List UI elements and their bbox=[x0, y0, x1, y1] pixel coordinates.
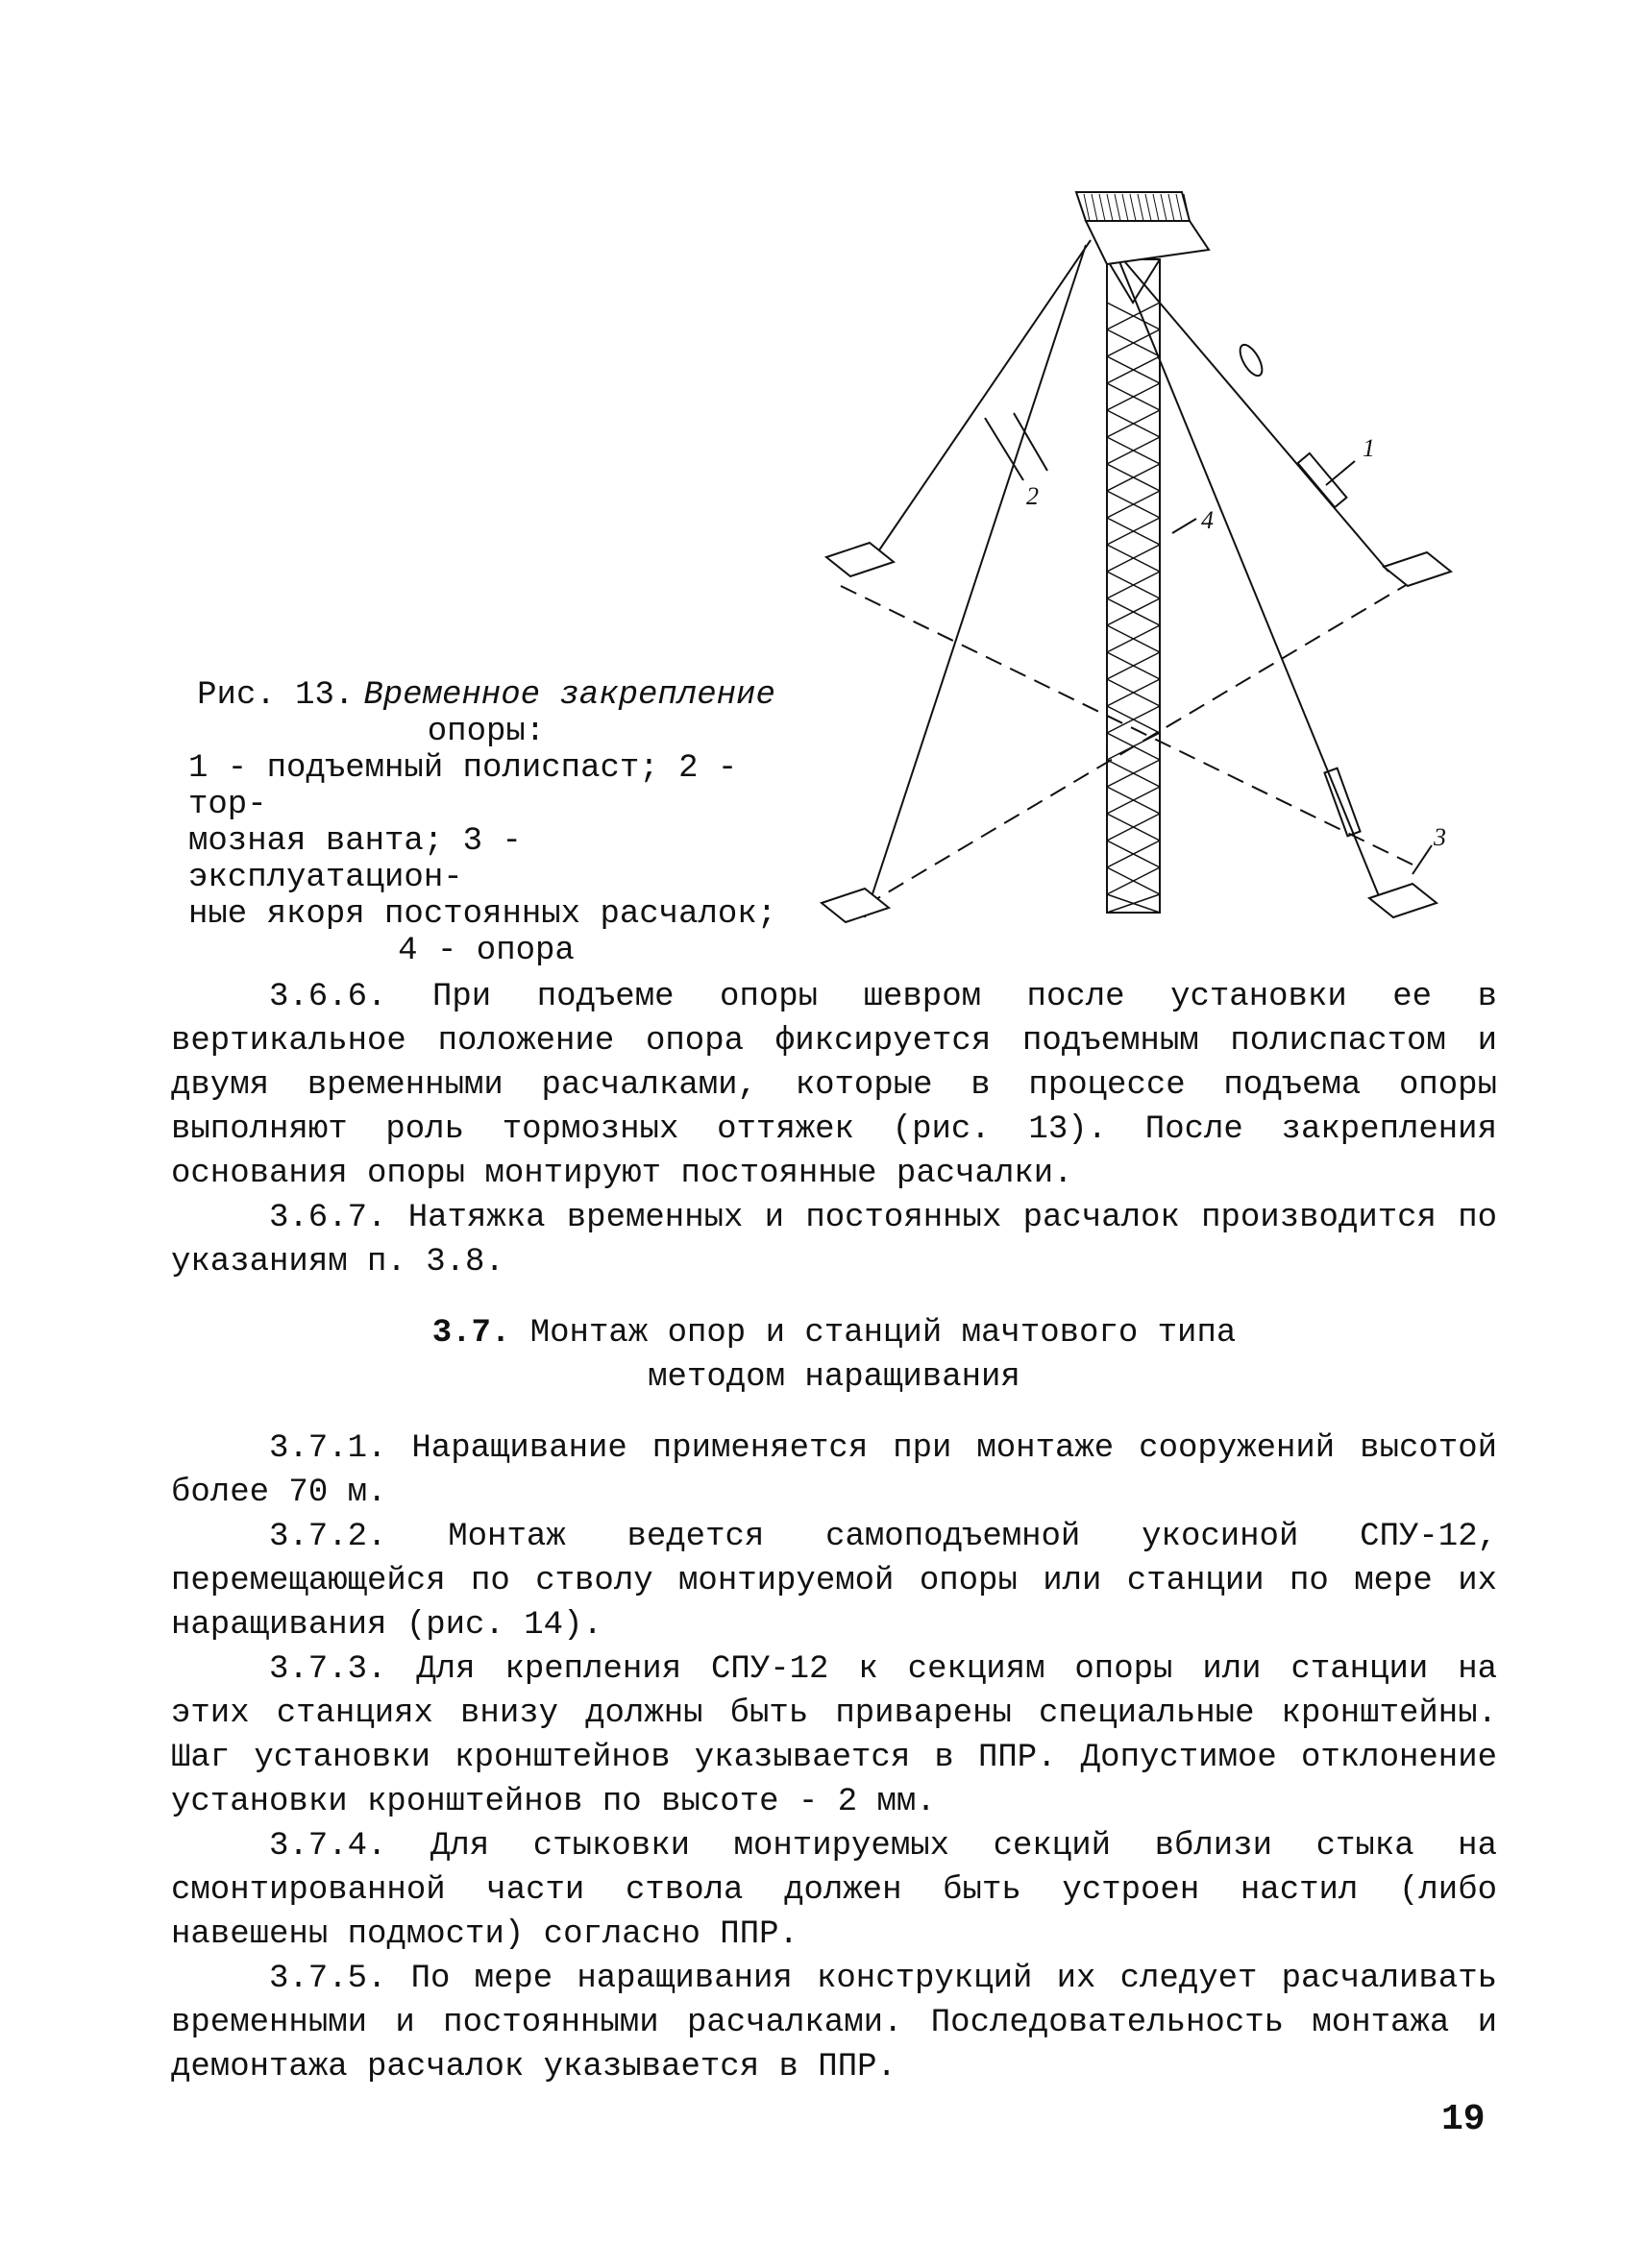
paragraph-3-7-5 bbox=[171, 1957, 1497, 2089]
caption-title-text: Временное закрепление bbox=[363, 677, 775, 714]
callout-label-4: 4 bbox=[1201, 506, 1214, 534]
callout-leader bbox=[1413, 845, 1432, 874]
anchor-block bbox=[1369, 884, 1437, 917]
paragraph-3-7-4 bbox=[171, 1824, 1497, 1957]
clause-number: 3.6.6. bbox=[269, 979, 387, 1015]
clause-text: Монтаж ведется самоподъемной укосиной СПУ-12, перемещающейся по стволу монтируемой опоры или станции по мере их наращивания (рис. 14). bbox=[171, 1519, 1497, 1644]
clause-text: Для крепления СПУ-12 к секциям опоры или станции на этих станциях внизу должны быть приварены специальные кронштейны. Шаг установки кронштейнов указывается в ППР. Допустимое отклонение установки кронштейнов по высоте - 2 мм. bbox=[171, 1651, 1497, 1820]
clause-text: Для стыковки монтируемых секций вблизи стыка на смонтированной части ствола должен быть устроен настил (либо навешены подмости) согласно ППР. bbox=[171, 1828, 1497, 1953]
caption-title bbox=[188, 677, 784, 714]
figure-13-mast-diagram bbox=[798, 173, 1470, 970]
caption-label: Рис. 13. bbox=[197, 677, 355, 714]
mast-drawing bbox=[798, 173, 1470, 970]
ground-dashed-line bbox=[841, 586, 1413, 865]
caption-title-line2: опоры: bbox=[427, 714, 546, 750]
paragraph-3-7-2 bbox=[171, 1515, 1497, 1647]
clause-number: 3.7.5. bbox=[269, 1961, 387, 1997]
section-number: 3.7. bbox=[431, 1315, 511, 1352]
hoist-polyspast-line bbox=[1115, 250, 1388, 572]
top-platform bbox=[1086, 221, 1209, 264]
callout-leader bbox=[1326, 461, 1355, 485]
guy-line bbox=[1115, 250, 1384, 908]
brake-guy-line bbox=[874, 240, 1091, 557]
clause-text: Наращивание применяется при монтаже сооружений высотой более 70 м. bbox=[171, 1430, 1497, 1511]
hoist-block bbox=[1236, 341, 1266, 378]
mast-lattice bbox=[1107, 303, 1160, 913]
clause-number: 3.7.2. bbox=[269, 1519, 387, 1555]
page-number: 19 bbox=[1441, 2099, 1486, 2140]
clause-text: По мере наращивания конструкций их следует расчаливать временными и постоянными расчалками. Последовательность монтажа и демонтажа расчалок указывается в ППР. bbox=[171, 1961, 1498, 2085]
body-text bbox=[171, 975, 1497, 2089]
caption-legend-line: 4 - опора bbox=[398, 933, 575, 969]
callout-leader bbox=[1014, 413, 1047, 471]
caption-legend-line: ные якоря постоянных расчалок; bbox=[188, 896, 777, 933]
callout-label-3: 3 bbox=[1434, 823, 1446, 851]
section-title-line2: методом наращивания bbox=[648, 1359, 1020, 1396]
mast-shaft bbox=[1107, 259, 1160, 913]
section-title-line1: Монтаж опор и станций мачтового типа bbox=[529, 1315, 1237, 1352]
clause-text: Натяжка временных и постоянных расчалок производится по указаниям п. 3.8. bbox=[171, 1200, 1497, 1280]
callout-leader bbox=[1172, 519, 1196, 533]
anchor-block bbox=[826, 543, 894, 576]
figure-caption bbox=[188, 677, 784, 969]
paragraph-3-7-1 bbox=[171, 1427, 1497, 1515]
caption-legend-line: 1 - подъемный полиспаст; 2 - тор- bbox=[188, 750, 738, 823]
section-heading bbox=[171, 1311, 1497, 1355]
anchor-block bbox=[1384, 552, 1451, 586]
callout-label-2: 2 bbox=[1026, 482, 1039, 510]
hoist-polyspast bbox=[1298, 453, 1347, 507]
anchor-block bbox=[822, 889, 889, 922]
clause-number: 3.7.4. bbox=[269, 1828, 387, 1865]
paragraph-3-6-6 bbox=[171, 975, 1497, 1196]
paragraph-3-7-3 bbox=[171, 1647, 1497, 1824]
paragraph-3-6-7 bbox=[171, 1196, 1497, 1284]
clause-text: При подъеме опоры шевром после установки ее в вертикальное положение опора фиксируется подъемным полиспастом и двумя временными расчалками, которые в процессе подъема опоры выполняют роль тормозных оттяжек (рис. 13). После закрепления основания опоры монтируют постоянные расчалки. bbox=[171, 979, 1497, 1192]
guy-line bbox=[865, 245, 1086, 917]
clause-number: 3.7.3. bbox=[269, 1651, 387, 1688]
callout-leader bbox=[985, 418, 1023, 480]
clause-number: 3.7.1. bbox=[269, 1430, 387, 1467]
callout-label-1: 1 bbox=[1363, 434, 1375, 462]
caption-legend-line: мозная ванта; 3 - эксплуатацион- bbox=[188, 823, 522, 896]
clause-number: 3.6.7. bbox=[269, 1200, 387, 1236]
